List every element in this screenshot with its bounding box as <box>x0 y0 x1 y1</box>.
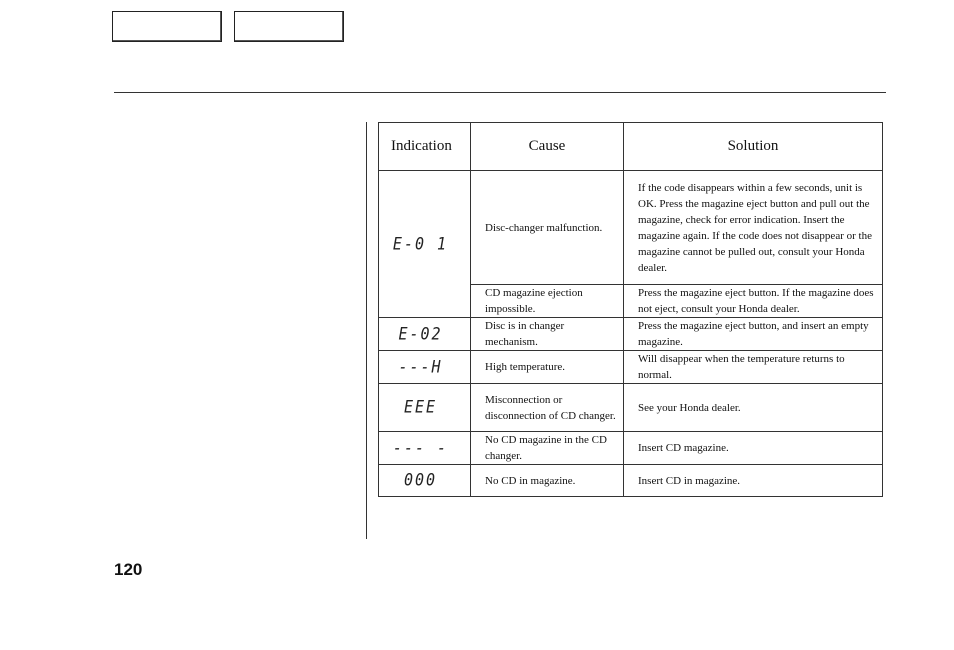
solution-cell: Insert CD magazine. <box>624 432 883 465</box>
display-code: --- - <box>392 437 449 458</box>
header-solution: Solution <box>624 123 883 171</box>
header-cause: Cause <box>471 123 624 171</box>
cause-cell: High temperature. <box>471 351 624 384</box>
solution-cell: Press the magazine eject button, and insert an empty magazine. <box>624 318 883 351</box>
indication-cell <box>379 465 471 497</box>
page-number: 120 <box>114 560 143 579</box>
display-code: E-02 <box>398 323 443 344</box>
table-row <box>379 351 883 384</box>
nav-tab-box[interactable] <box>234 11 344 42</box>
indication-cell <box>379 432 471 465</box>
cause-cell: No CD in magazine. <box>471 465 624 497</box>
indication-cell <box>379 351 471 384</box>
nav-tab-box[interactable] <box>112 11 222 42</box>
indication-cell <box>379 318 471 351</box>
cause-cell: No CD magazine in the CD changer. <box>471 432 624 465</box>
cause-cell: Disc is in changer mechanism. <box>471 318 624 351</box>
indication-cell <box>379 171 471 318</box>
indication-cell <box>379 384 471 432</box>
table-row <box>379 171 883 285</box>
solution-cell: Press the magazine eject button. If the magazine does not eject, consult your Honda dealer. <box>624 285 883 318</box>
solution-cell: Will disappear when the temperature returns to normal. <box>624 351 883 384</box>
header-indication: Indication <box>379 123 471 171</box>
column-divider <box>366 122 367 539</box>
troubleshooting-table <box>378 122 883 497</box>
table-row <box>379 384 883 432</box>
table-row <box>379 432 883 465</box>
cause-cell: Disc-changer malfunction. <box>471 171 624 285</box>
table-row <box>379 318 883 351</box>
solution-cell: See your Honda dealer. <box>624 384 883 432</box>
solution-cell: Insert CD in magazine. <box>624 465 883 497</box>
cause-cell: CD magazine ejection impossible. <box>471 285 624 318</box>
header-divider <box>114 92 886 93</box>
display-code: 000 <box>403 469 438 491</box>
table-header-row <box>379 123 883 171</box>
solution-cell: If the code disappears within a few seconds, unit is OK. Press the magazine eject button and pull out the magazine, check for error indication. Insert the magazine again. If the code does not disappear or the magazine cannot be pulled out, consult your Honda dealer. <box>624 171 883 285</box>
display-code: E-0 1 <box>392 233 449 254</box>
display-code: ---H <box>398 356 443 377</box>
cause-cell: Misconnection or disconnection of CD changer. <box>471 384 624 432</box>
display-code: EEE <box>403 396 438 418</box>
table-row <box>379 465 883 497</box>
